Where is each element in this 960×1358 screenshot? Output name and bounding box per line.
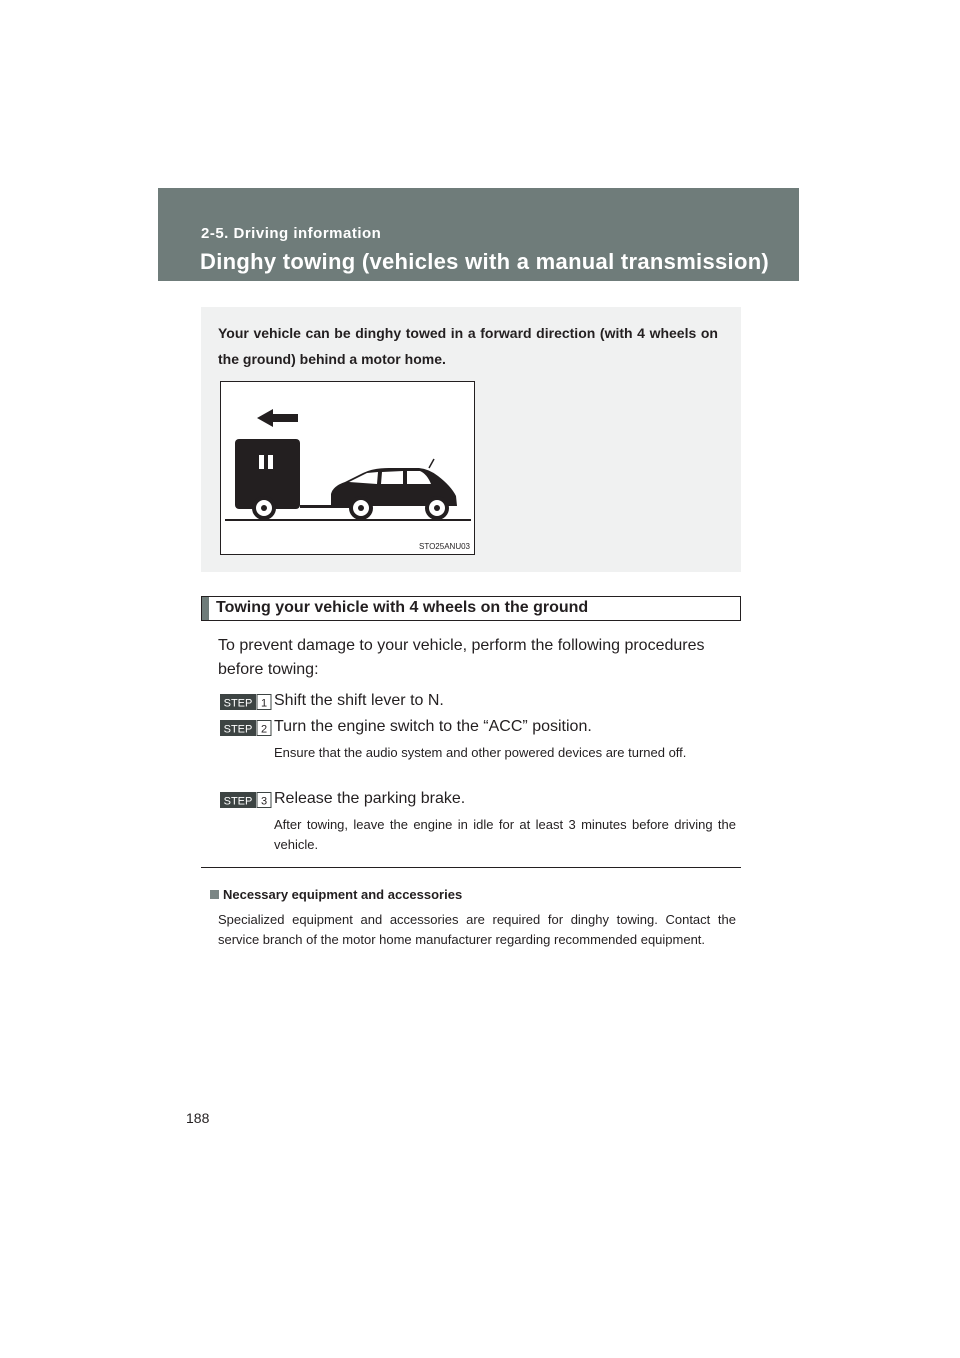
svg-text:STEP: STEP [223, 697, 253, 710]
svg-text:2: 2 [260, 723, 268, 736]
square-bullet-icon [210, 890, 219, 899]
motor-home-window [268, 455, 273, 469]
intro-text: Your vehicle can be dinghy towed in a forward direction (with 4 wheels on the ground) behind a motor home. [218, 325, 718, 367]
note-heading-text: Necessary equipment and accessories [223, 887, 463, 902]
note-body: Specialized equipment and accessories are required for dinghy towing. Contact the service branch of the motor home manufacturer regarding recommended equipment. [218, 912, 736, 947]
section-divider [201, 867, 741, 868]
svg-text:1: 1 [260, 697, 268, 710]
wheel-hub [434, 505, 440, 511]
step-1-badge-icon [220, 694, 272, 710]
step-3-badge-icon [220, 792, 272, 808]
sub-heading-accent [202, 597, 209, 620]
motor-home-window [259, 455, 264, 469]
section-label: 2-5. Driving information [201, 225, 382, 242]
step-2-badge-icon [220, 720, 272, 736]
wheel-hub [358, 505, 364, 511]
step-1-text: Shift the shift lever to N. [274, 692, 444, 709]
car-window [381, 471, 403, 484]
svg-text:STEP: STEP [223, 723, 253, 736]
sub-heading-text: Towing your vehicle with 4 wheels on the ground [216, 599, 589, 616]
sub-heading-box [201, 596, 741, 621]
dinghy-towing-illustration [220, 381, 475, 555]
page-number: 188 [186, 1110, 210, 1126]
step-3-text: Release the parking brake. [274, 790, 466, 807]
svg-text:STEP: STEP [223, 795, 253, 808]
procedure-intro: To prevent damage to your vehicle, perform the following procedures before towing: [218, 637, 705, 678]
note-heading [210, 887, 462, 902]
page-title: Dinghy towing (vehicles with a manual transmission) [200, 249, 770, 274]
step-2-text: Turn the engine switch to the “ACC” position. [274, 718, 592, 735]
direction-arrow-icon [257, 409, 298, 427]
towing-diagram [221, 382, 476, 556]
step-2-note: Ensure that the audio system and other powered devices are turned off. [274, 745, 687, 760]
step-3-note: After towing, leave the engine in idle for at least 3 minutes before driving the vehicle. [274, 817, 736, 852]
car-antenna [429, 459, 434, 468]
svg-text:3: 3 [260, 795, 268, 808]
figure-id: STO25ANU03 [419, 542, 470, 551]
wheel-hub [261, 505, 267, 511]
